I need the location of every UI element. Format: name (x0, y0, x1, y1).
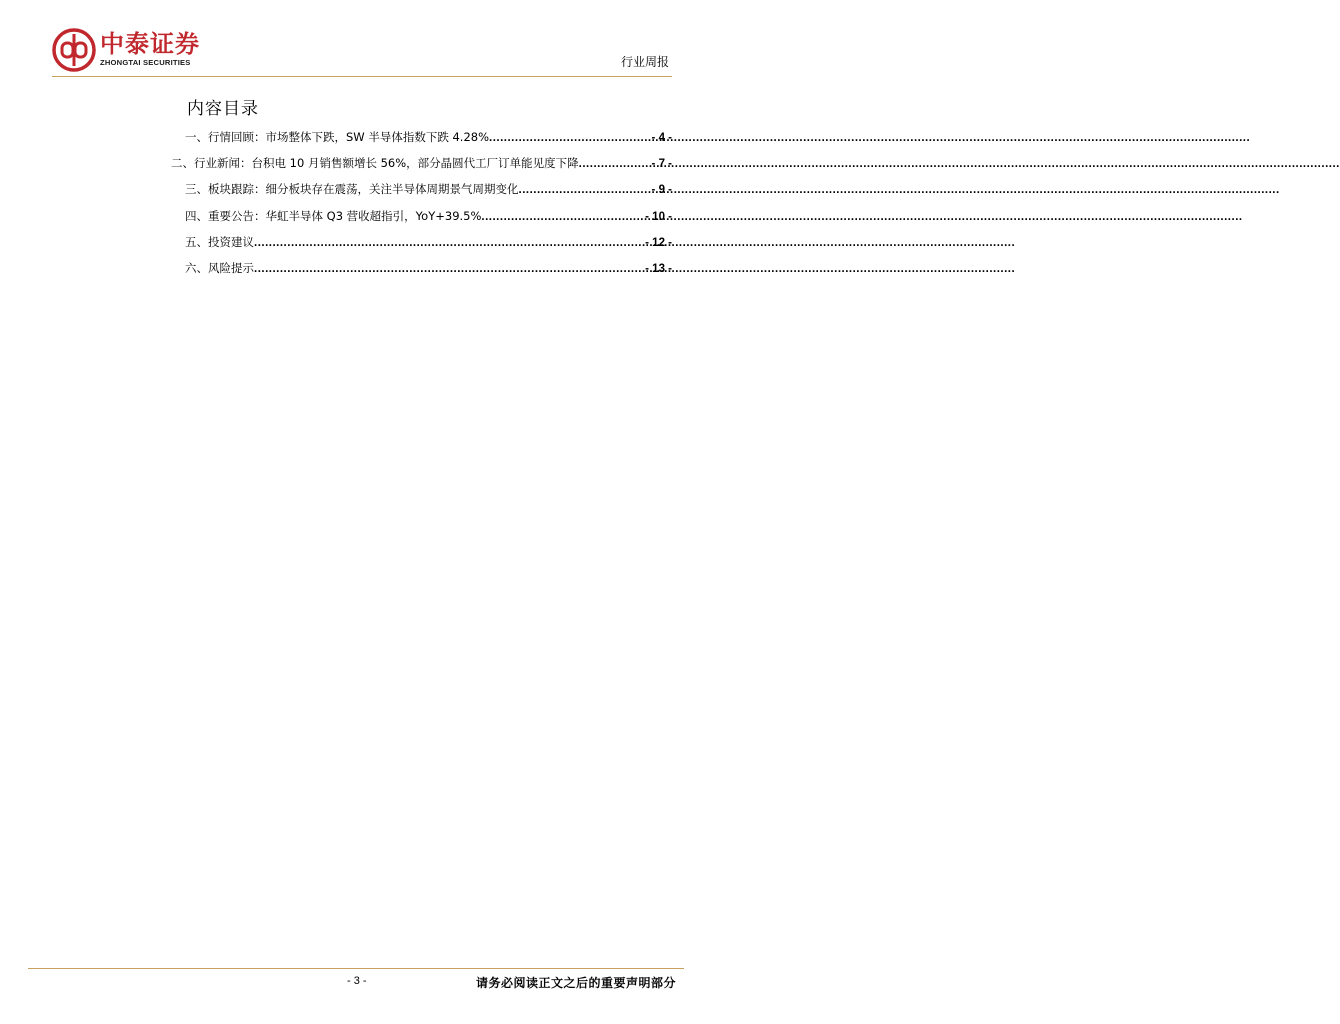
toc-leader-dots (489, 132, 651, 144)
toc-entry-text[interactable]: 四、重要公告：华虹半导体 Q3 营收超指引，YoY+39.5% (185, 208, 482, 223)
toc-page-number[interactable]: - 10 - (645, 210, 672, 223)
toc-entry-2[interactable] (171, 155, 672, 181)
report-type-label: 行业周报 (620, 55, 669, 69)
table-of-contents (171, 129, 672, 286)
toc-page-number[interactable]: - 12 - (645, 236, 672, 249)
toc-leader-dots (579, 158, 651, 170)
toc-title: 内容目录 (187, 99, 259, 119)
toc-entry-text[interactable]: 五、投资建议 (185, 234, 254, 249)
toc-entry-3[interactable] (185, 181, 672, 207)
toc-leader-dots (519, 184, 651, 196)
toc-entry-6[interactable] (185, 260, 672, 286)
company-logo (52, 28, 252, 74)
footer-divider (28, 968, 684, 969)
toc-leader-dots (254, 237, 644, 249)
toc-page-number[interactable]: - 13 - (645, 262, 672, 275)
toc-page-number[interactable]: - 4 - (651, 132, 672, 144)
logo-chinese-name: 中泰证券 (100, 30, 200, 58)
toc-page-number[interactable]: - 7 - (651, 158, 672, 171)
toc-entry-5[interactable] (185, 234, 672, 260)
toc-page-number[interactable]: - 9 - (651, 184, 672, 197)
toc-leader-dots (254, 263, 644, 275)
toc-entry-text[interactable]: 六、风险提示 (185, 260, 254, 275)
toc-entry-4[interactable] (185, 208, 672, 234)
header-divider (52, 76, 672, 77)
toc-entry-text[interactable]: 三、板块跟踪：细分板块存在震荡，关注半导体周期景气周期变化 (185, 182, 519, 197)
toc-entry-text[interactable]: 一、行情回顾：市场整体下跌，SW 半导体指数下跌 4.28% (185, 130, 490, 144)
zhongtai-logo-icon (52, 28, 96, 72)
toc-entry-text[interactable]: 二、行业新闻：台积电 10 月销售额增长 56%，部分晶圆代工厂订单能见度下降 (171, 156, 579, 171)
logo-english-name: ZHONGTAI SECURITIES (100, 58, 191, 67)
footer-page-number: - 3 - (347, 975, 367, 987)
toc-entry-1[interactable] (185, 129, 672, 155)
footer-disclaimer: 请务必阅读正文之后的重要声明部分 (475, 976, 676, 990)
toc-leader-dots (481, 211, 644, 223)
